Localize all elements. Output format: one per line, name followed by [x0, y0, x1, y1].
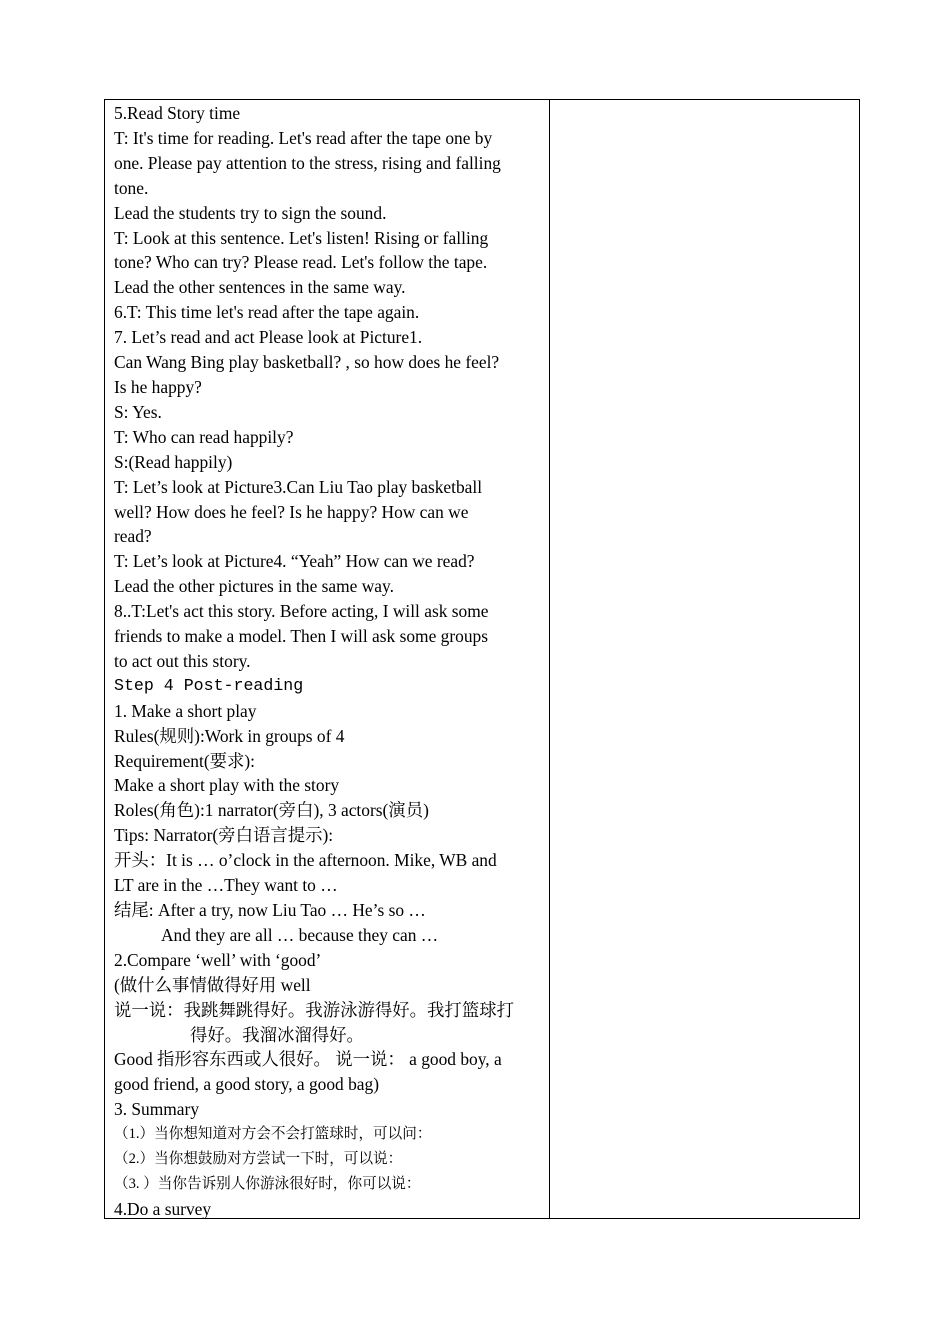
text-line: Requirement(要求):	[114, 750, 256, 771]
text-line: 5.Read Story time	[114, 103, 241, 123]
text-line: Step 4 Post-reading	[114, 675, 304, 695]
text-line: Good 指形容东西或人很好。 说一说： a good boy, a	[114, 1049, 502, 1070]
text-line: Tips: Narrator(旁白语言提示):	[114, 825, 334, 846]
text-line: 结尾: After a try, now Liu Tao … He’s so …	[114, 900, 426, 920]
text-line: friends to make a model. Then I will ask some groups	[114, 626, 488, 647]
text-line: T: Let’s look at Picture4. “Yeah” How can we read?	[114, 551, 475, 572]
notes-cell	[550, 100, 859, 1218]
text-line: S: Yes.	[114, 401, 162, 422]
lesson-table	[104, 99, 860, 1219]
text-line: T: Let’s look at Picture3.Can Liu Tao play basketball	[114, 476, 483, 497]
text-line: well? How does he feel? Is he happy? How can we	[114, 501, 469, 522]
text-line: 开头：It is … o’clock in the afternoon. Mike, WB and	[114, 850, 497, 871]
text-line: And they are all … because they can …	[161, 924, 439, 945]
text-line: 1. Make a short play	[114, 700, 257, 721]
text-line: （1.）当你想知道对方会不会打篮球时，可以问：	[114, 1126, 432, 1143]
text-line: Lead the other sentences in the same way.	[114, 277, 406, 298]
text-line: Lead the other pictures in the same way.	[114, 576, 394, 597]
text-line: T: Look at this sentence. Let's listen! Rising or falling	[114, 227, 489, 248]
text-line: S:(Read happily)	[114, 451, 233, 472]
text-line: Make a short play with the story	[114, 775, 340, 796]
text-line: T: Who can read happily?	[114, 426, 294, 447]
procedure-cell	[105, 100, 550, 1218]
text-line: (做什么事情做得好用 well	[114, 974, 311, 995]
text-line: Is he happy?	[114, 376, 202, 397]
text-line: 7. Let’s read and act Please look at Picture1.	[114, 327, 423, 348]
text-line: LT are in the …They want to …	[114, 875, 338, 896]
text-line: tone? Who can try? Please read. Let's follow the tape.	[114, 252, 488, 273]
text-line: 8..T:Let's act this story. Before acting, I will ask some	[114, 601, 489, 622]
text-line: 2.Compare ‘well’ with ‘good’	[114, 949, 322, 970]
text-line: 6.T: This time let's read after the tape again.	[114, 302, 420, 323]
text-line: Roles(角色):1 narrator(旁白), 3 actors(演员)	[114, 800, 429, 821]
text-line: 4.Do a survey	[114, 1198, 212, 1218]
text-line: （2.）当你想鼓励对方尝试一下时，可以说：	[114, 1151, 403, 1168]
text-line: good friend, a good story, a good bag)	[114, 1074, 379, 1095]
text-line: T: It's time for reading. Let's read after the tape one by	[114, 127, 493, 148]
text-line: Rules(规则):Work in groups of 4	[114, 725, 345, 746]
text-line: tone.	[114, 177, 149, 198]
text-line: Lead the students try to sign the sound.	[114, 202, 387, 223]
text-line: 说一说：我跳舞跳得好。我游泳游得好。我打篮球打	[114, 999, 514, 1020]
text-line: 3. Summary	[114, 1099, 200, 1120]
text-line: 得好。我溜冰溜得好。	[190, 1024, 364, 1045]
text-line: read?	[114, 526, 152, 547]
text-line: to act out this story.	[114, 650, 251, 671]
text-line: Can Wang Bing play basketball? , so how does he feel?	[114, 352, 500, 373]
text-line: （3. ）当你告诉别人你游泳很好时，你可以说：	[114, 1175, 421, 1192]
text-line: one. Please pay attention to the stress, rising and falling	[114, 152, 501, 173]
